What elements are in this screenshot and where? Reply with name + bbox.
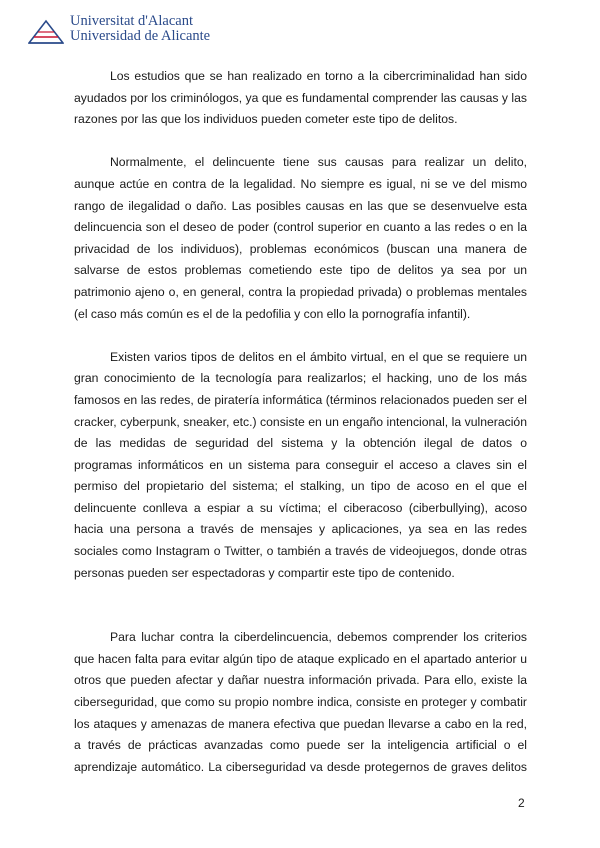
- paragraph-1: Los estudios que se han realizado en torno a la cibercriminalidad han sido ayudados por los criminólogos, ya que es fundamental comprender las causas y las razones por las que los individuos pueden cometer este tipo de delitos.: [74, 69, 527, 127]
- university-logo-icon: [28, 16, 64, 46]
- university-name-spanish: Universidad de Alicante: [70, 27, 211, 44]
- university-name: [70, 14, 210, 43]
- page-header: [28, 14, 210, 46]
- paragraph-2: Normalmente, el delincuente tiene sus causas para realizar un delito, aunque actúe en contra de la legalidad. No siempre es igual, ni se ve del mismo rango de ilegalidad o daño. Las posibles causas en las que se desenvuelve esta delincuencia son el deseo de poder (control superior en cuanto a las redes o en la privacidad de los individuos), problemas económicos (buscan una manera de salvarse de estos problemas cometiendo este tipo de delitos ya sea por un patrimonio ajeno o, en general, contra la propiedad privada) o problemas mentales (el caso más común es el de la pedofilia y con ello la pornografía infantil).: [74, 155, 527, 321]
- paragraph-3: Existen varios tipos de delitos en el ámbito virtual, en el que se requiere un gran conocimiento de la tecnología para realizarlos; el hacking, uno de los más famosos en las redes, de piratería informática (términos relacionados pueden ser el cracker, cyberpunk, sneaker, etc.) consiste en un engaño intencional, la vulneración de las medidas de seguridad del sistema y la obtención ilegal de datos o programas informáticos en un sistema para conseguir el acceso a claves sin el permiso del propietario del sistema; el stalking, un tipo de acoso en el que el delincuente conlleva a espiar a su víctima; el ciberacoso (ciberbullying), acoso hacia una persona a través de mensajes y aplicaciones, ya sea en las redes sociales como Instagram o Twitter, o también a través de videojuegos, donde otras personas pueden ser espectadoras y compartir este tipo de contenido.: [74, 349, 527, 580]
- page-number: 2: [518, 796, 525, 810]
- paragraph-4: Para luchar contra la ciberdelincuencia, debemos comprender los criterios que hacen falta para evitar algún tipo de ataque explicado en el apartado anterior u otros que pueden afectar y dañar nuestra información privada. Para ello, existe la ciberseguridad, que como su propio nombre indica, consiste en proteger y combatir los ataques y amenazas de manera efectiva que puedan llevarse a cabo en la red, a través de prácticas avanzadas como puede ser la inteligencia artificial o el aprendizaje automático. La ciberseguridad va desde protegernos de graves delitos: [74, 630, 527, 774]
- university-name-valencian: Universitat d'Alacant: [70, 13, 194, 29]
- document-body: [74, 66, 527, 778]
